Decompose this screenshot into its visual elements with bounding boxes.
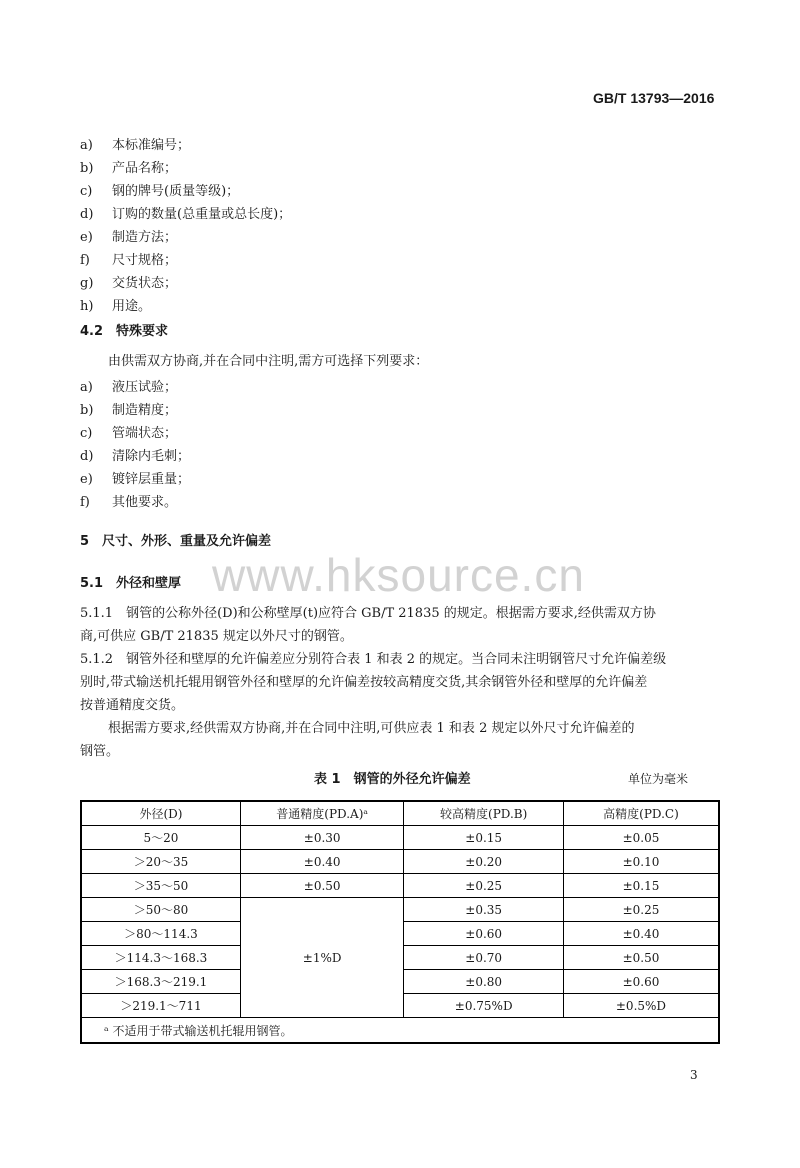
table-row xyxy=(81,826,719,850)
list-item: a) 液压试验； xyxy=(80,380,178,395)
table-cell: 5～20 xyxy=(81,826,240,850)
table-cell: ＞168.3～219.1 xyxy=(81,970,240,994)
table-header-cell: 高精度(PD.C) xyxy=(563,801,719,826)
table-header-row xyxy=(81,801,719,826)
table-cell: ±0.35 xyxy=(404,898,564,922)
table-cell: ±0.5%D xyxy=(563,994,719,1018)
table-cell: ±0.60 xyxy=(563,970,719,994)
list-item: c) 钢的牌号(质量等级)； xyxy=(80,184,240,199)
page-number: 3 xyxy=(690,1068,698,1082)
list-item: e) 镀锌层重量； xyxy=(80,472,191,487)
table-cell: ±0.15 xyxy=(404,826,564,850)
table-unit: 单位为毫米 xyxy=(628,772,689,786)
table-cell: ＞80～114.3 xyxy=(81,922,240,946)
paragraph-line2: 钢管。 xyxy=(80,744,120,759)
table-cell: ±0.60 xyxy=(404,922,564,946)
list-item: f) 尺寸规格； xyxy=(80,253,178,268)
paragraph-5-1-2-line3: 按普通精度交货。 xyxy=(80,698,185,713)
table-header-cell: 普通精度(PD.A)ᵃ xyxy=(240,801,403,826)
table-merged-cell: ±1%D xyxy=(240,898,403,1018)
list-item: b) 制造精度； xyxy=(80,403,178,418)
table-footnote: ᵃ 不适用于带式输送机托辊用钢管。 xyxy=(81,1018,719,1044)
table-cell: ±0.15 xyxy=(563,874,719,898)
table-cell: ±0.80 xyxy=(404,970,564,994)
table-header-cell: 较高精度(PD.B) xyxy=(404,801,564,826)
table-cell: ±0.30 xyxy=(240,826,403,850)
watermark: www.hksource.cn xyxy=(212,549,585,601)
table-cell: ±0.75%D xyxy=(404,994,564,1018)
table-cell: ＞219.1～711 xyxy=(81,994,240,1018)
table-cell: ±0.20 xyxy=(404,850,564,874)
list-item: e) 制造方法； xyxy=(80,230,178,245)
list-item: c) 管端状态； xyxy=(80,426,178,441)
table-cell: ＞50～80 xyxy=(81,898,240,922)
table-cell: ±0.25 xyxy=(563,898,719,922)
table-cell: ±0.10 xyxy=(563,850,719,874)
table-cell: ±0.40 xyxy=(563,922,719,946)
outer-diameter-tolerance-table xyxy=(80,800,720,1044)
table-cell: ±0.05 xyxy=(563,826,719,850)
paragraph-5-1-2-line1: 5.1.2 钢管外径和壁厚的允许偏差应分别符合表 1 和表 2 的规定。当合同未注明钢管尺寸允许偏差级 xyxy=(80,652,667,667)
list-item: a) 本标准编号； xyxy=(80,138,191,153)
table-cell: ±0.25 xyxy=(404,874,564,898)
paragraph-5-1-1-line1: 5.1.1 钢管的公称外径(D)和公称壁厚(t)应符合 GB/T 21835 的规定。根据需方要求,经供需双方协 xyxy=(80,606,656,621)
list-item: g) 交货状态； xyxy=(80,276,178,291)
paragraph-line1: 根据需方要求,经供需双方协商,并在合同中注明,可供应表 1 和表 2 规定以外尺寸允许偏差的 xyxy=(108,721,635,736)
table-row xyxy=(81,898,719,922)
list-item: f) 其他要求。 xyxy=(80,495,178,510)
section-intro: 由供需双方协商,并在合同中注明,需方可选择下列要求： xyxy=(108,354,429,369)
table-cell: ＞20～35 xyxy=(81,850,240,874)
table-cell: ±0.50 xyxy=(563,946,719,970)
list-item: h) 用途。 xyxy=(80,299,152,314)
table-cell: ±0.70 xyxy=(404,946,564,970)
table-header-cell: 外径(D) xyxy=(81,801,240,826)
section-heading-4-2: 4.2 特殊要求 xyxy=(80,324,169,339)
list-item: d) 订购的数量(总重量或总长度)； xyxy=(80,207,292,222)
table-cell: ±0.40 xyxy=(240,850,403,874)
table-cell: ＞114.3～168.3 xyxy=(81,946,240,970)
standard-number-header: GB/T 13793—2016 xyxy=(593,90,715,106)
table-row xyxy=(81,874,719,898)
table-cell: ＞35～50 xyxy=(81,874,240,898)
section-heading-5: 5 尺寸、外形、重量及允许偏差 xyxy=(80,534,272,549)
table-cell: ±0.50 xyxy=(240,874,403,898)
list-item: b) 产品名称； xyxy=(80,161,178,176)
table-note-row xyxy=(81,1018,719,1044)
section-heading-5-1: 5.1 外径和壁厚 xyxy=(80,576,182,591)
table-row xyxy=(81,850,719,874)
list-item: d) 清除内毛刺； xyxy=(80,449,191,464)
table-title: 表 1 钢管的外径允许偏差 xyxy=(314,772,471,787)
paragraph-5-1-2-line2: 别时,带式输送机托辊用钢管外径和壁厚的允许偏差按较高精度交货,其余钢管外径和壁厚的允许偏差 xyxy=(80,675,648,690)
paragraph-5-1-1-line2: 商,可供应 GB/T 21835 规定以外尺寸的钢管。 xyxy=(80,629,353,644)
